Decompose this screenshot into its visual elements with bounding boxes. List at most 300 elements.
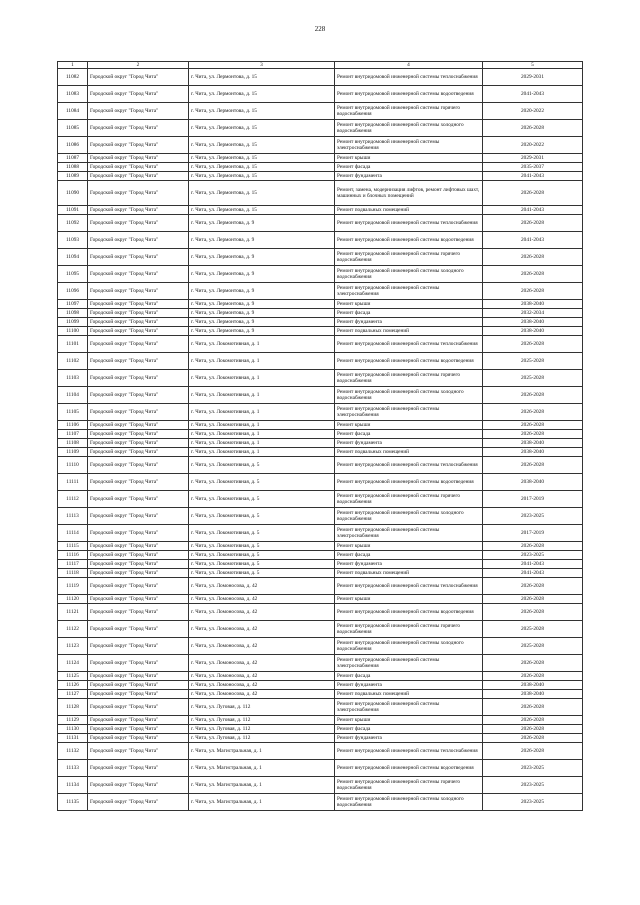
row-number-cell: 11108 xyxy=(58,439,88,448)
municipality-cell: Городской округ "Город Чита" xyxy=(88,690,189,699)
repair-schedule-table xyxy=(57,61,583,811)
period-cell: 2026-2028 xyxy=(483,266,583,283)
work-type-cell: Ремонт внутридомовой инженерной системы электроснабжения xyxy=(335,404,483,421)
period-cell: 2025-2028 xyxy=(483,353,583,370)
row-number-cell: 11091 xyxy=(58,206,88,215)
work-type-cell: Ремонт крыши xyxy=(335,595,483,604)
period-cell: 2029-2031 xyxy=(483,69,583,86)
table-row xyxy=(58,491,583,508)
row-number-cell: 11112 xyxy=(58,491,88,508)
table-row xyxy=(58,760,583,777)
period-cell: 2026-2028 xyxy=(483,181,583,206)
row-number-cell: 11134 xyxy=(58,777,88,794)
address-cell: г. Чита, ул. Ломоносова, д. 42 xyxy=(189,690,335,699)
address-cell: г. Чита, ул. Лермонтова, д. 15 xyxy=(189,120,335,137)
municipality-cell: Городской округ "Город Чита" xyxy=(88,638,189,655)
table-row xyxy=(58,86,583,103)
period-cell: 2026-2028 xyxy=(483,336,583,353)
address-cell: г. Чита, ул. Локомотивная, д. 1 xyxy=(189,421,335,430)
table-row xyxy=(58,672,583,681)
row-number-cell: 11128 xyxy=(58,699,88,716)
work-type-cell: Ремонт внутридомовой инженерной системы холодного водоснабжения xyxy=(335,794,483,811)
work-type-cell: Ремонт внутридомовой инженерной системы электроснабжения xyxy=(335,283,483,300)
municipality-cell: Городской округ "Город Чита" xyxy=(88,172,189,181)
table-row xyxy=(58,318,583,327)
address-cell: г. Чита, ул. Луговая, д. 112 xyxy=(189,699,335,716)
period-cell: 2017-2019 xyxy=(483,525,583,542)
table-row xyxy=(58,154,583,163)
work-type-cell: Ремонт внутридомовой инженерной системы теплоснабжения xyxy=(335,578,483,595)
period-cell: 2025-2028 xyxy=(483,638,583,655)
table-row xyxy=(58,300,583,309)
row-number-cell: 11087 xyxy=(58,154,88,163)
row-number-cell: 11123 xyxy=(58,638,88,655)
table-row xyxy=(58,206,583,215)
row-number-cell: 11119 xyxy=(58,578,88,595)
period-cell: 2026-2028 xyxy=(483,120,583,137)
table-row xyxy=(58,690,583,699)
address-cell: г. Чита, ул. Ломоносова, д. 42 xyxy=(189,638,335,655)
address-cell: г. Чита, ул. Лермонтова, д. 15 xyxy=(189,86,335,103)
work-type-cell: Ремонт фундамента xyxy=(335,560,483,569)
work-type-cell: Ремонт внутридомовой инженерной системы водоотведения xyxy=(335,232,483,249)
municipality-cell: Городской округ "Город Чита" xyxy=(88,725,189,734)
row-number-cell: 11107 xyxy=(58,430,88,439)
address-cell: г. Чита, ул. Ломоносова, д. 42 xyxy=(189,621,335,638)
address-cell: г. Чита, ул. Локомотивная, д. 1 xyxy=(189,336,335,353)
table-row xyxy=(58,172,583,181)
period-cell: 2026-2028 xyxy=(483,743,583,760)
address-cell: г. Чита, ул. Локомотивная, д. 1 xyxy=(189,439,335,448)
table-row xyxy=(58,508,583,525)
row-number-cell: 11110 xyxy=(58,457,88,474)
municipality-cell: Городской округ "Город Чита" xyxy=(88,672,189,681)
municipality-cell: Городской округ "Город Чита" xyxy=(88,542,189,551)
period-cell: 2026-2028 xyxy=(483,542,583,551)
row-number-cell: 11135 xyxy=(58,794,88,811)
work-type-cell: Ремонт внутридомовой инженерной системы холодного водоснабжения xyxy=(335,120,483,137)
work-type-cell: Ремонт внутридомовой инженерной системы холодного водоснабжения xyxy=(335,508,483,525)
period-cell: 2032-2034 xyxy=(483,309,583,318)
period-cell: 2026-2028 xyxy=(483,734,583,743)
period-cell: 2029-2031 xyxy=(483,154,583,163)
work-type-cell: Ремонт внутридомовой инженерной системы электроснабжения xyxy=(335,699,483,716)
municipality-cell: Городской округ "Город Чита" xyxy=(88,336,189,353)
address-cell: г. Чита, ул. Лермонтова, д. 15 xyxy=(189,137,335,154)
table-row xyxy=(58,421,583,430)
work-type-cell: Ремонт внутридомовой инженерной системы холодного водоснабжения xyxy=(335,387,483,404)
row-number-cell: 11094 xyxy=(58,249,88,266)
period-cell: 2038-2040 xyxy=(483,448,583,457)
municipality-cell: Городской округ "Город Чита" xyxy=(88,120,189,137)
address-cell: г. Чита, ул. Ломоносова, д. 42 xyxy=(189,655,335,672)
table-row xyxy=(58,794,583,811)
municipality-cell: Городской округ "Город Чита" xyxy=(88,370,189,387)
municipality-cell: Городской округ "Город Чита" xyxy=(88,318,189,327)
work-type-cell: Ремонт внутридомовой инженерной системы теплоснабжения xyxy=(335,743,483,760)
period-cell: 2026-2028 xyxy=(483,655,583,672)
municipality-cell: Городской округ "Город Чита" xyxy=(88,743,189,760)
address-cell: г. Чита, ул. Локомотивная, д. 5 xyxy=(189,569,335,578)
work-type-cell: Ремонт фундамента xyxy=(335,439,483,448)
table-row xyxy=(58,353,583,370)
table-row xyxy=(58,551,583,560)
address-cell: г. Чита, ул. Локомотивная, д. 1 xyxy=(189,430,335,439)
work-type-cell: Ремонт фундамента xyxy=(335,681,483,690)
row-number-cell: 11102 xyxy=(58,353,88,370)
period-cell: 2026-2028 xyxy=(483,716,583,725)
period-cell: 2026-2028 xyxy=(483,404,583,421)
table-row xyxy=(58,681,583,690)
municipality-cell: Городской округ "Город Чита" xyxy=(88,103,189,120)
work-type-cell: Ремонт фасада xyxy=(335,163,483,172)
table-row xyxy=(58,266,583,283)
municipality-cell: Городской округ "Город Чита" xyxy=(88,604,189,621)
work-type-cell: Ремонт крыши xyxy=(335,300,483,309)
period-cell: 2026-2028 xyxy=(483,595,583,604)
row-number-cell: 11124 xyxy=(58,655,88,672)
table-row xyxy=(58,232,583,249)
row-number-cell: 11092 xyxy=(58,215,88,232)
table-row xyxy=(58,387,583,404)
row-number-cell: 11097 xyxy=(58,300,88,309)
municipality-cell: Городской округ "Город Чита" xyxy=(88,560,189,569)
column-number: 4 xyxy=(335,62,483,69)
page-number: 228 xyxy=(314,25,326,33)
row-number-cell: 11113 xyxy=(58,508,88,525)
address-cell: г. Чита, ул. Лермонтова, д. 15 xyxy=(189,206,335,215)
address-cell: г. Чита, ул. Магистральная, д. 1 xyxy=(189,743,335,760)
row-number-cell: 11088 xyxy=(58,163,88,172)
work-type-cell: Ремонт фасада xyxy=(335,309,483,318)
address-cell: г. Чита, ул. Ломоносова, д. 42 xyxy=(189,595,335,604)
row-number-cell: 11093 xyxy=(58,232,88,249)
table-row xyxy=(58,181,583,206)
work-type-cell: Ремонт внутридомовой инженерной системы горячего водоснабжения xyxy=(335,777,483,794)
municipality-cell: Городской округ "Город Чита" xyxy=(88,300,189,309)
work-type-cell: Ремонт подвальных помещений xyxy=(335,327,483,336)
work-type-cell: Ремонт внутридомовой инженерной системы теплоснабжения xyxy=(335,69,483,86)
address-cell: г. Чита, ул. Локомотивная, д. 1 xyxy=(189,448,335,457)
municipality-cell: Городской округ "Город Чита" xyxy=(88,421,189,430)
table-row xyxy=(58,336,583,353)
address-cell: г. Чита, ул. Лермонтова, д. 15 xyxy=(189,103,335,120)
address-cell: г. Чита, ул. Луговая, д. 112 xyxy=(189,725,335,734)
municipality-cell: Городской округ "Город Чита" xyxy=(88,716,189,725)
municipality-cell: Городской округ "Город Чита" xyxy=(88,551,189,560)
row-number-cell: 11084 xyxy=(58,103,88,120)
work-type-cell: Ремонт внутридомовой инженерной системы электроснабжения xyxy=(335,655,483,672)
period-cell: 2026-2028 xyxy=(483,699,583,716)
row-number-cell: 11100 xyxy=(58,327,88,336)
period-cell: 2038-2040 xyxy=(483,318,583,327)
row-number-cell: 11131 xyxy=(58,734,88,743)
row-number-cell: 11133 xyxy=(58,760,88,777)
table-row xyxy=(58,595,583,604)
period-cell: 2023-2025 xyxy=(483,551,583,560)
work-type-cell: Ремонт внутридомовой инженерной системы электроснабжения xyxy=(335,525,483,542)
table-row xyxy=(58,474,583,491)
work-type-cell: Ремонт подвальных помещений xyxy=(335,448,483,457)
row-number-cell: 11099 xyxy=(58,318,88,327)
table-row xyxy=(58,215,583,232)
address-cell: г. Чита, ул. Лермонтова, д. 15 xyxy=(189,172,335,181)
period-cell: 2026-2028 xyxy=(483,387,583,404)
work-type-cell: Ремонт фундамента xyxy=(335,172,483,181)
row-number-cell: 11132 xyxy=(58,743,88,760)
address-cell: г. Чита, ул. Локомотивная, д. 1 xyxy=(189,353,335,370)
period-cell: 2026-2028 xyxy=(483,249,583,266)
address-cell: г. Чита, ул. Магистральная, д. 1 xyxy=(189,777,335,794)
address-cell: г. Чита, ул. Локомотивная, д. 1 xyxy=(189,387,335,404)
row-number-cell: 11129 xyxy=(58,716,88,725)
row-number-cell: 11103 xyxy=(58,370,88,387)
municipality-cell: Городской округ "Город Чита" xyxy=(88,569,189,578)
work-type-cell: Ремонт внутридомовой инженерной системы водоотведения xyxy=(335,353,483,370)
period-cell: 2041-2043 xyxy=(483,560,583,569)
municipality-cell: Городской округ "Город Чита" xyxy=(88,508,189,525)
table-row xyxy=(58,103,583,120)
work-type-cell: Ремонт крыши xyxy=(335,421,483,430)
period-cell: 2026-2028 xyxy=(483,215,583,232)
row-number-cell: 11106 xyxy=(58,421,88,430)
municipality-cell: Городской округ "Город Чита" xyxy=(88,430,189,439)
row-number-cell: 11086 xyxy=(58,137,88,154)
table-row xyxy=(58,743,583,760)
period-cell: 2026-2028 xyxy=(483,421,583,430)
row-number-cell: 11095 xyxy=(58,266,88,283)
work-type-cell: Ремонт внутридомовой инженерной системы водоотведения xyxy=(335,604,483,621)
row-number-cell: 11117 xyxy=(58,560,88,569)
row-number-cell: 11085 xyxy=(58,120,88,137)
work-type-cell: Ремонт крыши xyxy=(335,542,483,551)
municipality-cell: Городской округ "Город Чита" xyxy=(88,387,189,404)
table-row xyxy=(58,525,583,542)
work-type-cell: Ремонт внутридомовой инженерной системы холодного водоснабжения xyxy=(335,266,483,283)
work-type-cell: Ремонт внутридомовой инженерной системы горячего водоснабжения xyxy=(335,370,483,387)
municipality-cell: Городской округ "Город Чита" xyxy=(88,181,189,206)
row-number-cell: 11114 xyxy=(58,525,88,542)
table-row xyxy=(58,638,583,655)
row-number-cell: 11125 xyxy=(58,672,88,681)
table-row xyxy=(58,439,583,448)
table-row xyxy=(58,430,583,439)
work-type-cell: Ремонт внутридомовой инженерной системы теплоснабжения xyxy=(335,457,483,474)
address-cell: г. Чита, ул. Локомотивная, д. 5 xyxy=(189,508,335,525)
work-type-cell: Ремонт фасада xyxy=(335,430,483,439)
row-number-cell: 11105 xyxy=(58,404,88,421)
address-cell: г. Чита, ул. Ломоносова, д. 42 xyxy=(189,578,335,595)
period-cell: 2017-2019 xyxy=(483,491,583,508)
address-cell: г. Чита, ул. Магистральная, д. 1 xyxy=(189,760,335,777)
table-row xyxy=(58,327,583,336)
address-cell: г. Чита, ул. Лермонтова, д. 9 xyxy=(189,318,335,327)
table-row xyxy=(58,604,583,621)
row-number-cell: 11090 xyxy=(58,181,88,206)
work-type-cell: Ремонт внутридомовой инженерной системы электроснабжения xyxy=(335,137,483,154)
period-cell: 2025-2028 xyxy=(483,370,583,387)
municipality-cell: Городской округ "Город Чита" xyxy=(88,215,189,232)
municipality-cell: Городской округ "Город Чита" xyxy=(88,491,189,508)
municipality-cell: Городской округ "Город Чита" xyxy=(88,760,189,777)
municipality-cell: Городской округ "Город Чита" xyxy=(88,777,189,794)
row-number-cell: 11118 xyxy=(58,569,88,578)
municipality-cell: Городской округ "Город Чита" xyxy=(88,266,189,283)
row-number-cell: 11104 xyxy=(58,387,88,404)
work-type-cell: Ремонт внутридомовой инженерной системы теплоснабжения xyxy=(335,336,483,353)
table-row xyxy=(58,69,583,86)
period-cell: 2038-2040 xyxy=(483,474,583,491)
work-type-cell: Ремонт, замена, модернизация лифтов, ремонт лифтовых шахт, машинных и блочных помещений xyxy=(335,181,483,206)
municipality-cell: Городской округ "Город Чита" xyxy=(88,457,189,474)
period-cell: 2023-2025 xyxy=(483,777,583,794)
table-row xyxy=(58,137,583,154)
municipality-cell: Городской округ "Город Чита" xyxy=(88,206,189,215)
row-number-cell: 11101 xyxy=(58,336,88,353)
column-number: 2 xyxy=(88,62,189,69)
municipality-cell: Городской округ "Город Чита" xyxy=(88,681,189,690)
row-number-cell: 11121 xyxy=(58,604,88,621)
period-cell: 2026-2028 xyxy=(483,430,583,439)
municipality-cell: Городской округ "Город Чита" xyxy=(88,404,189,421)
period-cell: 2025-2028 xyxy=(483,621,583,638)
period-cell: 2038-2040 xyxy=(483,681,583,690)
row-number-cell: 11111 xyxy=(58,474,88,491)
period-cell: 2026-2028 xyxy=(483,578,583,595)
municipality-cell: Городской округ "Город Чита" xyxy=(88,439,189,448)
table-row xyxy=(58,309,583,318)
municipality-cell: Городской округ "Город Чита" xyxy=(88,794,189,811)
table-row xyxy=(58,163,583,172)
address-cell: г. Чита, ул. Ломоносова, д. 42 xyxy=(189,672,335,681)
table-row xyxy=(58,734,583,743)
period-cell: 2020-2022 xyxy=(483,137,583,154)
address-cell: г. Чита, ул. Лермонтова, д. 9 xyxy=(189,266,335,283)
period-cell: 2038-2040 xyxy=(483,300,583,309)
address-cell: г. Чита, ул. Лермонтова, д. 15 xyxy=(189,154,335,163)
period-cell: 2026-2028 xyxy=(483,283,583,300)
address-cell: г. Чита, ул. Лермонтова, д. 9 xyxy=(189,309,335,318)
municipality-cell: Городской округ "Город Чита" xyxy=(88,249,189,266)
period-cell: 2041-2043 xyxy=(483,86,583,103)
municipality-cell: Городской округ "Город Чита" xyxy=(88,86,189,103)
column-number-row xyxy=(58,62,583,69)
municipality-cell: Городской округ "Город Чита" xyxy=(88,327,189,336)
municipality-cell: Городской округ "Город Чита" xyxy=(88,474,189,491)
table-row xyxy=(58,283,583,300)
work-type-cell: Ремонт фундамента xyxy=(335,734,483,743)
table-row xyxy=(58,542,583,551)
row-number-cell: 11083 xyxy=(58,86,88,103)
work-type-cell: Ремонт фасада xyxy=(335,725,483,734)
row-number-cell: 11109 xyxy=(58,448,88,457)
address-cell: г. Чита, ул. Локомотивная, д. 1 xyxy=(189,404,335,421)
address-cell: г. Чита, ул. Лермонтова, д. 9 xyxy=(189,327,335,336)
municipality-cell: Городской округ "Город Чита" xyxy=(88,699,189,716)
address-cell: г. Чита, ул. Локомотивная, д. 5 xyxy=(189,551,335,560)
municipality-cell: Городской округ "Город Чита" xyxy=(88,154,189,163)
work-type-cell: Ремонт крыши xyxy=(335,154,483,163)
period-cell: 2041-2043 xyxy=(483,206,583,215)
municipality-cell: Городской округ "Город Чита" xyxy=(88,353,189,370)
address-cell: г. Чита, ул. Лермонтова, д. 9 xyxy=(189,215,335,232)
municipality-cell: Городской округ "Город Чита" xyxy=(88,137,189,154)
address-cell: г. Чита, ул. Лермонтова, д. 15 xyxy=(189,163,335,172)
table-row xyxy=(58,457,583,474)
municipality-cell: Городской округ "Город Чита" xyxy=(88,525,189,542)
table-row xyxy=(58,249,583,266)
work-type-cell: Ремонт внутридомовой инженерной системы холодного водоснабжения xyxy=(335,638,483,655)
municipality-cell: Городской округ "Город Чита" xyxy=(88,163,189,172)
address-cell: г. Чита, ул. Лермонтова, д. 9 xyxy=(189,283,335,300)
table-row xyxy=(58,560,583,569)
work-type-cell: Ремонт внутридомовой инженерной системы горячего водоснабжения xyxy=(335,621,483,638)
table-row xyxy=(58,569,583,578)
address-cell: г. Чита, ул. Локомотивная, д. 5 xyxy=(189,474,335,491)
municipality-cell: Городской округ "Город Чита" xyxy=(88,595,189,604)
row-number-cell: 11082 xyxy=(58,69,88,86)
period-cell: 2026-2028 xyxy=(483,725,583,734)
period-cell: 2020-2022 xyxy=(483,103,583,120)
table-row xyxy=(58,699,583,716)
work-type-cell: Ремонт внутридомовой инженерной системы теплоснабжения xyxy=(335,215,483,232)
address-cell: г. Чита, ул. Локомотивная, д. 1 xyxy=(189,370,335,387)
row-number-cell: 11116 xyxy=(58,551,88,560)
period-cell: 2023-2025 xyxy=(483,794,583,811)
address-cell: г. Чита, ул. Локомотивная, д. 5 xyxy=(189,542,335,551)
period-cell: 2026-2028 xyxy=(483,604,583,621)
work-type-cell: Ремонт внутридомовой инженерной системы водоотведения xyxy=(335,86,483,103)
row-number-cell: 11120 xyxy=(58,595,88,604)
period-cell: 2026-2028 xyxy=(483,457,583,474)
address-cell: г. Чита, ул. Лермонтова, д. 9 xyxy=(189,232,335,249)
period-cell: 2038-2040 xyxy=(483,327,583,336)
municipality-cell: Городской округ "Город Чита" xyxy=(88,283,189,300)
table-row xyxy=(58,777,583,794)
address-cell: г. Чита, ул. Магистральная, д. 1 xyxy=(189,794,335,811)
municipality-cell: Городской округ "Город Чита" xyxy=(88,309,189,318)
column-number: 1 xyxy=(58,62,88,69)
period-cell: 2023-2025 xyxy=(483,508,583,525)
period-cell: 2038-2040 xyxy=(483,690,583,699)
municipality-cell: Городской округ "Город Чита" xyxy=(88,621,189,638)
row-number-cell: 11130 xyxy=(58,725,88,734)
row-number-cell: 11126 xyxy=(58,681,88,690)
address-cell: г. Чита, ул. Локомотивная, д. 5 xyxy=(189,457,335,474)
municipality-cell: Городской округ "Город Чита" xyxy=(88,69,189,86)
table-row xyxy=(58,120,583,137)
municipality-cell: Городской округ "Город Чита" xyxy=(88,734,189,743)
work-type-cell: Ремонт подвальных помещений xyxy=(335,569,483,578)
municipality-cell: Городской округ "Город Чита" xyxy=(88,655,189,672)
work-type-cell: Ремонт фундамента xyxy=(335,318,483,327)
period-cell: 2041-2043 xyxy=(483,569,583,578)
address-cell: г. Чита, ул. Луговая, д. 112 xyxy=(189,716,335,725)
table-row xyxy=(58,370,583,387)
period-cell: 2023-2025 xyxy=(483,760,583,777)
row-number-cell: 11115 xyxy=(58,542,88,551)
table-row xyxy=(58,621,583,638)
work-type-cell: Ремонт внутридомовой инженерной системы водоотведения xyxy=(335,474,483,491)
address-cell: г. Чита, ул. Лермонтова, д. 9 xyxy=(189,300,335,309)
row-number-cell: 11122 xyxy=(58,621,88,638)
address-cell: г. Чита, ул. Лермонтова, д. 15 xyxy=(189,69,335,86)
table-row xyxy=(58,578,583,595)
table-row xyxy=(58,448,583,457)
address-cell: г. Чита, ул. Локомотивная, д. 5 xyxy=(189,525,335,542)
work-type-cell: Ремонт внутридомовой инженерной системы горячего водоснабжения xyxy=(335,249,483,266)
column-number: 5 xyxy=(483,62,583,69)
